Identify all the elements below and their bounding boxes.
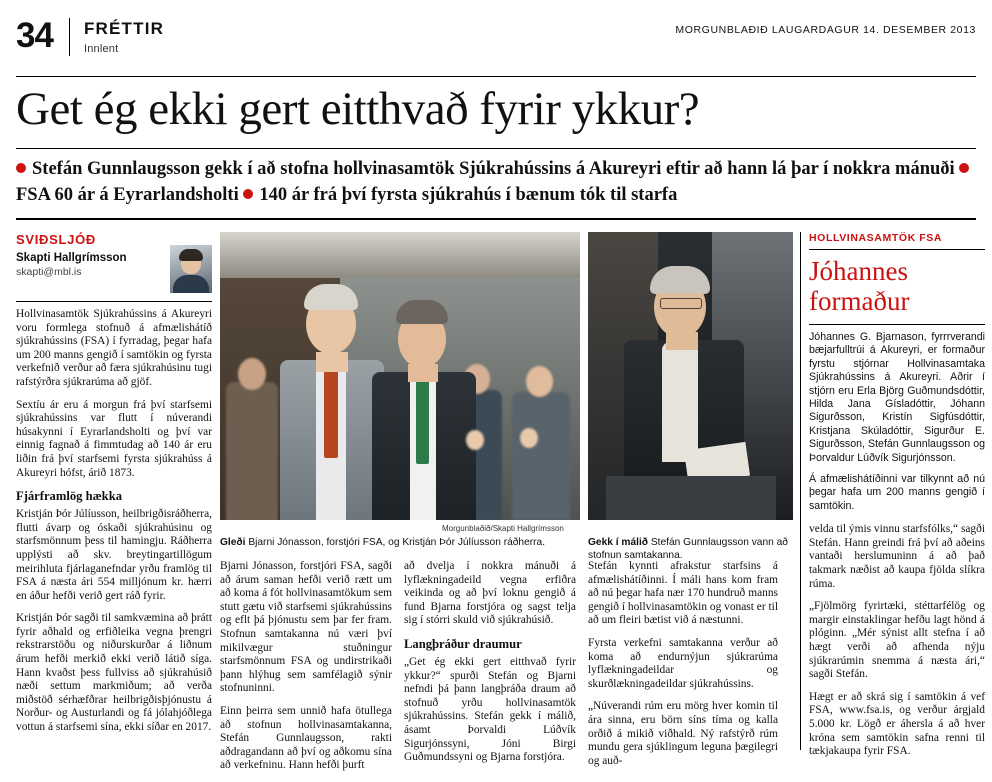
byline-author-email: skapti@mbl.is (16, 266, 82, 278)
column-two (220, 560, 392, 782)
bullet-dot-icon (243, 189, 253, 199)
caption-lead: Gleði (220, 537, 246, 548)
paragraph: Hægt er að skrá sig í samtökin á vef FSA, www.fsa.is, og verður árgjald 5.000 kr. Lögð er áhersla á að hver króna sem samtökin safna renni til tækjakaupa fyrir FSA. (809, 690, 985, 758)
sidebar-body (809, 331, 985, 513)
paragraph: Á afmælishátíðinni var tilkynnt að nú þegar hafa um 200 manns gengið í samtökin. (809, 473, 985, 512)
sidebar-rule-2 (809, 324, 985, 325)
sidebar-title: Jóhannes formaður (809, 256, 910, 316)
sidebar-fact-box (800, 232, 985, 758)
paragraph: Kristján Þór sagði til samkvæmina að þrátt fyrir aðhald og erfiðleika vegna þrengri rekstrarstöðu og niðurskurðar á liðnum árum hefði merkið ekki verið látið síga. Hann kvaðst þess fullviss að sjúkrahúsið næði settum markmiðum; að verða miðstöð sérhæfðrar heilbrigðisþjónustu á Norður- og Austurlandi og fá jólahjóðlega vottun á starfsemi sína, ekki síðar en 2017. (16, 612, 212, 734)
column-rule (16, 301, 212, 302)
paragraph: „Fjölmörg fyrirtæki, stéttarfélög og margir einstaklingar hefðu lagt hönd á plóginn. „Mér sýnist allt stefna í að hægt verði að afhenda nýju sjúkrarúmin snemma á næsta ári,“ sagði Stefán. (809, 600, 985, 681)
paragraph: Einn þeirra sem unnið hafa ötullega að stofnun hollvinasamtakanna, Stefán Gunnlaugsson, rakti aðdragandann að því og aðkomu sína að verkefninu. Hann hefði þurft (220, 704, 392, 772)
byline-block (16, 251, 212, 295)
column-five-continued (809, 523, 985, 759)
paragraph: Bjarni Jónasson, forstjóri FSA, sagði að árum saman hefði verið rætt um að koma á fót hollvinasamtökum sem stutt gætu við starfsemi sjúkrahússins og eflt þá þjónustu sem þar fer fram. Stofnun samtakanna nú væri því mikilvægur stuðningur starfsmönnum FSA og undirstrikaði þann hlýhug sem samfélagið sýnir stofnuninni. (220, 560, 392, 695)
caption-lead: Gekk í málið (588, 537, 649, 548)
column-four (588, 560, 778, 777)
secondary-photo-caption (588, 536, 793, 562)
paragraph: velda til ýmis vinnu starfsfólks,“ sagði Stefán. Hann greindi frá því að aðeins vantaði herslumuninn á að það takmark næðist að kaupa fjölda slíkra rúma. (809, 523, 985, 590)
column-one (16, 232, 212, 744)
paragraph: „Núverandi rúm eru mörg hver komin til ára sinna, eru börn síns tíma og kalla orðið á mikið viðhald. Ný rafstýrð rúm mundu gera sjúklingum leguna þægilegri og auð- (588, 700, 778, 767)
masthead (16, 18, 976, 76)
column-one-body (16, 308, 212, 735)
main-photo-credit: Morgunblaðið/Skapti Hallgrímsson (442, 524, 564, 533)
bullet-dot-icon (959, 163, 969, 173)
caption-text: Stefán Gunnlaugsson vann að stofnun samtakanna. (588, 537, 788, 561)
paragraph: Jóhannes G. Bjarnason, fyrrrverandi bæjarfulltrúi á Akureyri, er formaður fyrstu stjórnar Hollvinasamtaka Sjúkrahússins á Akureyri. Aðrir í stjórn eru Erla Björg Guðmundsdóttir, Hilda Jana Gísladóttir, Jóhann Sigurðsson, Kristín Sigfúsdóttir, Kristjana Skúladóttir, Sigurður E. Sigurðsson, Stefán Gunnlaugsson og Þorvaldur Lúðvík Sigurjónsson. (809, 331, 985, 464)
column-one-subhead: Fjárframlög hækka (16, 489, 122, 504)
byline-kicker: SVIÐSLJÓÐ (16, 232, 96, 247)
deck-rule (16, 218, 976, 220)
deck-item-1: Stefán Gunnlaugsson gekk í að stofna hollvinasamtök Sjúkrahússins á Akureyri eftir að hann lá þar í nokkra mánuði (32, 159, 955, 179)
subsection-name: Innlent (83, 43, 119, 55)
secondary-photo (588, 232, 793, 520)
bullet-dot-icon (16, 163, 26, 173)
publication-line: MORGUNBLAÐIÐ LAUGARDAGUR 14. DESEMBER 2013 (675, 24, 976, 36)
paragraph: Sextíu ár eru á morgun frá því starfsemi sjúkrahússins var flutt í núverandi húsakynni í Eyrarlandsholti og því var einnig fagnað á fimmtudag að 140 ár eru liðin frá því starfsemi fyrsta sjúkrahúss á Akureyri hófst, árið 1873. (16, 398, 212, 479)
paragraph: Stefán kynnti afrakstur starfsins á afmælishátíðinni. Í máli hans kom fram að nú þegar hafa nær 170 hundruð manns gengið í hollvinasamtökin og vonast er til að um fleiri bætist við á næstunni. (588, 560, 778, 627)
column-three (404, 560, 576, 774)
page-folio-number: 34 (16, 16, 53, 55)
paragraph: „Get ég ekki gert eitthvað fyrir ykkur?“ spurði Stefán og Bjarni nefndi þá þann langþráða draum að stofnuð yrðu hollvinasamtök sjúkrahússins. Stefán gekk í málið, ásamt Þorvaldi Lúðvík Sigurjónssyni, Jóni Birgi Guðmundssyni og Bjarna forstjóra. (404, 655, 576, 764)
main-photo (220, 232, 580, 520)
page-title: Get ég ekki gert eitthvað fyrir ykkur? (16, 83, 700, 135)
paragraph: að dvelja í nokkra mánuði á lyflækningadeild vegna erfiðra veikinda og að því loknu gengið á fund Bjarna forstjóra og sagst telja sig í stórri skuld við sjúkrahúsið. (404, 560, 576, 627)
paragraph: Hollvinasamtök Sjúkrahússins á Akureyri voru formlega stofnuð á afmælishátíð sjúkrahússins (FSA) í fyrradag, þegar hafa um 200 manns gengið í samtökin og fyrsta verkefnið verður að færa sjúkrahúsinu tugi rafstýrðra sjúkrarúma að gjöf. (16, 308, 212, 388)
headline-rule (16, 148, 976, 149)
column-three-subhead: Langþráður draumur (404, 636, 522, 651)
caption-text: Bjarni Jónasson, forstjóri FSA, og Kristján Þór Júlíusson ráðherra. (248, 537, 546, 548)
main-photo-caption (220, 536, 580, 549)
sidebar-rule (809, 249, 985, 250)
paragraph: Kristján Þór Júlíusson, heilbrigðisráðherra, flutti ávarp og óskaði sjúkrahúsinu og starfsmönnum þess til hamingju. Ráðherra upplýsti að skv. breytingartillögum meirihluta fjárlaganefndar yrðu framlög til FSA á næsta ári 554 milljónum kr. hærri en áður hefði verið gert ráð fyrir. (16, 508, 212, 602)
folio-divider (69, 18, 70, 56)
byline-author-name: Skapti Hallgrímsson (16, 252, 127, 264)
paragraph: Fyrsta verkefni samtakanna verður að koma að endurnýjun sjúkrarúma lyflækningadeildar og skurðlækningadeildar sjúkrahússins. (588, 636, 778, 690)
author-avatar (170, 245, 212, 293)
section-block (84, 18, 164, 57)
deck-item-2: FSA 60 ár á Eyrarlandsholti (16, 185, 239, 205)
masthead-rule (16, 76, 976, 77)
sidebar-kicker: HOLLVINASAMTÖK FSA (809, 232, 943, 244)
deck-item-3: 140 ár frá því fyrsta sjúkrahús í bænum tók til starfa (259, 185, 678, 205)
deck-summary (16, 156, 976, 208)
section-name: FRÉTTIR (83, 19, 165, 38)
